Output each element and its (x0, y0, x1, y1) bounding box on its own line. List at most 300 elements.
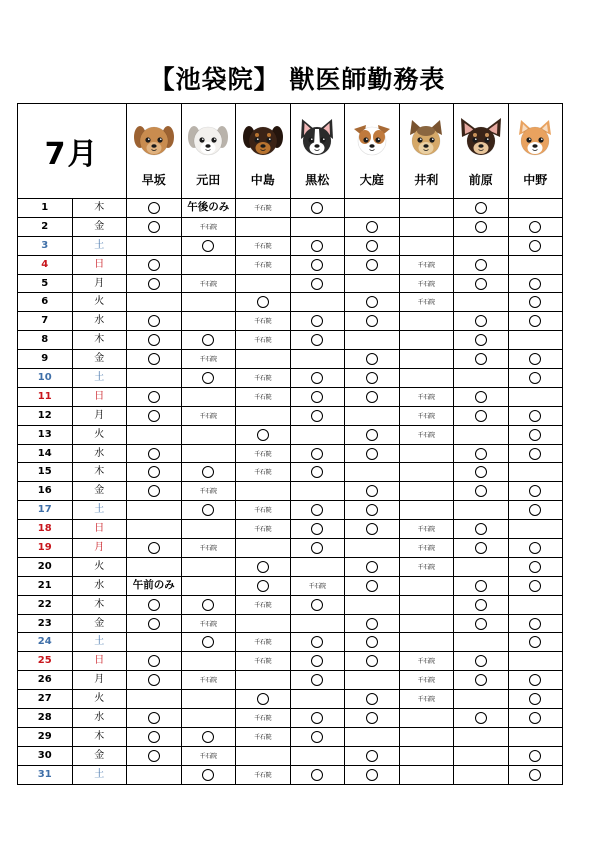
staff-name: 黒松 (305, 173, 330, 187)
shift-cell (508, 444, 563, 463)
shift-cell (127, 557, 182, 576)
branch-assignment: 千石院 (199, 620, 217, 628)
shift-cell (290, 501, 345, 520)
shift-cell (345, 425, 400, 444)
on-duty-mark (311, 523, 323, 535)
jack-russell-icon (350, 117, 394, 161)
on-duty-mark (311, 731, 323, 743)
on-duty-mark (311, 769, 323, 781)
day-number: 15 (18, 463, 73, 482)
shift-cell (290, 539, 345, 558)
shift-cell (399, 539, 454, 558)
branch-assignment: 千石院 (254, 204, 272, 212)
shift-cell (290, 406, 345, 425)
schedule-row (18, 576, 563, 595)
shift-cell (290, 312, 345, 331)
on-duty-mark (366, 429, 378, 441)
shift-cell (236, 199, 291, 218)
schedule-row (18, 463, 563, 482)
shift-cell (127, 236, 182, 255)
branch-assignment: 千石院 (417, 563, 435, 571)
on-duty-mark (148, 278, 160, 290)
on-duty-mark (202, 769, 214, 781)
shift-cell (181, 633, 236, 652)
on-duty-mark (202, 334, 214, 346)
shift-cell (181, 557, 236, 576)
branch-assignment: 千石院 (254, 450, 272, 458)
page-title: 【池袋院】 獣医師勤務表 (149, 65, 446, 94)
schedule-row (18, 387, 563, 406)
shift-cell (454, 199, 509, 218)
shift-cell (236, 293, 291, 312)
day-number: 13 (18, 425, 73, 444)
on-duty-mark (257, 429, 269, 441)
branch-assignment: 千石院 (254, 507, 272, 515)
shift-cell (127, 614, 182, 633)
shift-cell (345, 557, 400, 576)
month-label: 7月 (18, 104, 127, 199)
on-duty-mark (311, 410, 323, 422)
on-duty-mark (529, 372, 541, 384)
on-duty-mark (202, 466, 214, 478)
shift-cell (454, 746, 509, 765)
shift-cell (508, 671, 563, 690)
on-duty-mark (529, 504, 541, 516)
day-number: 28 (18, 709, 73, 728)
shiba-icon (513, 117, 557, 161)
branch-assignment: 千石院 (417, 696, 435, 704)
shift-cell (127, 255, 182, 274)
staff-name: 中野 (523, 173, 548, 187)
schedule-row (18, 350, 563, 369)
branch-assignment: 千石院 (199, 752, 217, 760)
shift-cell (399, 199, 454, 218)
weekday: 火 (72, 293, 127, 312)
shih-tzu-icon (186, 117, 230, 161)
schedule-row (18, 765, 563, 784)
shift-cell (236, 274, 291, 293)
shift-cell (345, 746, 400, 765)
shift-cell (345, 614, 400, 633)
day-number: 19 (18, 539, 73, 558)
shift-cell (290, 690, 345, 709)
day-number: 18 (18, 520, 73, 539)
day-number: 31 (18, 765, 73, 784)
branch-assignment: 千石院 (254, 601, 272, 609)
shift-cell (454, 331, 509, 350)
branch-assignment: 千石院 (254, 469, 272, 477)
branch-assignment: 千石院 (308, 582, 326, 590)
on-duty-mark (475, 618, 487, 630)
on-duty-mark (202, 240, 214, 252)
shift-cell (181, 406, 236, 425)
shift-cell (345, 539, 400, 558)
weekday: 月 (72, 539, 127, 558)
shift-cell (508, 255, 563, 274)
branch-assignment: 千石院 (199, 677, 217, 685)
shift-cell (454, 765, 509, 784)
shift-cell (454, 236, 509, 255)
shift-cell (454, 557, 509, 576)
weekday: 金 (72, 217, 127, 236)
on-duty-mark (148, 599, 160, 611)
shift-cell (508, 709, 563, 728)
schedule-row (18, 425, 563, 444)
on-duty-mark (475, 599, 487, 611)
branch-assignment: 千石院 (417, 393, 435, 401)
shift-cell (454, 293, 509, 312)
on-duty-mark (311, 674, 323, 686)
shift-cell (508, 501, 563, 520)
branch-assignment: 千石院 (199, 280, 217, 288)
shift-cell (454, 387, 509, 406)
shift-cell (399, 652, 454, 671)
day-number: 12 (18, 406, 73, 425)
shift-cell (345, 690, 400, 709)
shift-cell (454, 369, 509, 388)
on-duty-mark (366, 391, 378, 403)
weekday: 日 (72, 652, 127, 671)
shift-cell (181, 671, 236, 690)
shift-cell (181, 520, 236, 539)
shift-cell (345, 727, 400, 746)
shift-cell (127, 331, 182, 350)
shift-cell (508, 274, 563, 293)
day-number: 8 (18, 331, 73, 350)
branch-assignment: 千石院 (417, 544, 435, 552)
shift-cell (127, 671, 182, 690)
dachshund-icon (132, 117, 176, 161)
shift-cell (454, 709, 509, 728)
on-duty-mark (475, 523, 487, 535)
shift-cell (181, 255, 236, 274)
shift-cell (399, 406, 454, 425)
shift-cell (127, 709, 182, 728)
weekday: 木 (72, 199, 127, 218)
on-duty-mark (257, 561, 269, 573)
staff-name: 井利 (414, 173, 439, 187)
shift-cell (399, 576, 454, 595)
shift-cell (181, 425, 236, 444)
shift-cell (236, 727, 291, 746)
branch-assignment: 千石院 (417, 299, 435, 307)
branch-assignment: 千石院 (417, 412, 435, 420)
on-duty-mark (366, 315, 378, 327)
shift-cell (399, 614, 454, 633)
shift-cell (508, 331, 563, 350)
shift-cell (181, 595, 236, 614)
shift-cell (290, 387, 345, 406)
shift-cell (508, 690, 563, 709)
shift-cell (127, 539, 182, 558)
shift-cell (454, 690, 509, 709)
staff-header-2 (181, 104, 236, 199)
shift-cell (399, 482, 454, 501)
schedule-row (18, 369, 563, 388)
shift-cell (236, 387, 291, 406)
shift-cell (127, 520, 182, 539)
shift-cell (181, 652, 236, 671)
on-duty-mark (366, 693, 378, 705)
shift-cell (345, 463, 400, 482)
on-duty-mark (475, 315, 487, 327)
day-number: 17 (18, 501, 73, 520)
shift-cell (236, 539, 291, 558)
on-duty-mark (148, 353, 160, 365)
black-tan-dachshund-icon (241, 117, 285, 161)
shift-cell (236, 501, 291, 520)
on-duty-mark (257, 580, 269, 592)
on-duty-mark (475, 542, 487, 554)
shift-cell (290, 520, 345, 539)
schedule-row (18, 444, 563, 463)
shift-cell (399, 765, 454, 784)
shift-cell (345, 671, 400, 690)
on-duty-mark (475, 334, 487, 346)
day-number: 23 (18, 614, 73, 633)
shift-cell (290, 444, 345, 463)
shift-cell (181, 293, 236, 312)
shift-cell (399, 293, 454, 312)
shift-cell (399, 350, 454, 369)
shift-cell (181, 350, 236, 369)
shift-cell (290, 217, 345, 236)
shift-cell (345, 236, 400, 255)
schedule-row (18, 236, 563, 255)
on-duty-mark (529, 240, 541, 252)
shift-cell (181, 482, 236, 501)
shift-cell (399, 595, 454, 614)
shift-cell (236, 633, 291, 652)
shift-cell (236, 312, 291, 331)
on-duty-mark (366, 372, 378, 384)
schedule-row (18, 652, 563, 671)
weekday: 土 (72, 369, 127, 388)
shift-cell (399, 217, 454, 236)
weekday: 日 (72, 520, 127, 539)
shift-cell (454, 444, 509, 463)
shift-cell (508, 539, 563, 558)
on-duty-mark (475, 448, 487, 460)
on-duty-mark (366, 712, 378, 724)
french-bulldog-icon (295, 117, 339, 161)
shift-cell (290, 199, 345, 218)
on-duty-mark (475, 259, 487, 271)
weekday: 月 (72, 274, 127, 293)
shift-cell (508, 236, 563, 255)
shift-cell (236, 595, 291, 614)
shift-cell (181, 331, 236, 350)
on-duty-mark (366, 221, 378, 233)
shift-cell (236, 690, 291, 709)
shift-cell (181, 236, 236, 255)
staff-name: 元田 (196, 173, 221, 187)
shift-cell (345, 765, 400, 784)
weekday: 金 (72, 614, 127, 633)
day-number: 16 (18, 482, 73, 501)
schedule-row (18, 501, 563, 520)
day-number: 10 (18, 369, 73, 388)
shift-cell (290, 727, 345, 746)
on-duty-mark (475, 466, 487, 478)
day-number: 20 (18, 557, 73, 576)
shift-cell (290, 576, 345, 595)
shift-cell (345, 293, 400, 312)
shift-cell (127, 444, 182, 463)
on-duty-mark (148, 731, 160, 743)
staff-name: 大庭 (359, 173, 384, 187)
branch-assignment: 千石院 (417, 261, 435, 269)
on-duty-mark (529, 542, 541, 554)
shift-cell (236, 406, 291, 425)
shift-cell (345, 709, 400, 728)
on-duty-mark (311, 466, 323, 478)
shift-cell (454, 520, 509, 539)
shift-cell (508, 520, 563, 539)
branch-assignment: 千石院 (254, 733, 272, 741)
on-duty-mark (202, 372, 214, 384)
day-number: 25 (18, 652, 73, 671)
on-duty-mark (529, 618, 541, 630)
shift-cell (127, 652, 182, 671)
weekday: 土 (72, 236, 127, 255)
branch-assignment: 千石院 (417, 280, 435, 288)
shift-cell (345, 274, 400, 293)
shift-cell (127, 482, 182, 501)
shift-cell (236, 236, 291, 255)
schedule-row (18, 595, 563, 614)
on-duty-mark (475, 485, 487, 497)
branch-assignment: 千石院 (254, 771, 272, 779)
shift-cell (236, 746, 291, 765)
on-duty-mark (529, 448, 541, 460)
shift-cell (508, 482, 563, 501)
on-duty-mark (366, 750, 378, 762)
weekday: 火 (72, 557, 127, 576)
on-duty-mark (529, 561, 541, 573)
on-duty-mark (475, 580, 487, 592)
on-duty-mark (529, 429, 541, 441)
shift-cell (454, 576, 509, 595)
branch-assignment: 千石院 (199, 412, 217, 420)
shift-cell (399, 369, 454, 388)
chihuahua-icon (459, 117, 503, 161)
shift-cell (508, 576, 563, 595)
weekday: 水 (72, 444, 127, 463)
weekday: 月 (72, 406, 127, 425)
shift-cell (345, 520, 400, 539)
on-duty-mark (366, 769, 378, 781)
shift-cell (236, 765, 291, 784)
on-duty-mark (366, 240, 378, 252)
day-number: 24 (18, 633, 73, 652)
shift-cell (127, 369, 182, 388)
shift-cell (345, 217, 400, 236)
shift-cell (290, 255, 345, 274)
on-duty-mark (529, 485, 541, 497)
shift-cell (454, 614, 509, 633)
shift-cell (399, 425, 454, 444)
on-duty-mark (475, 202, 487, 214)
on-duty-mark (529, 636, 541, 648)
shift-cell (508, 425, 563, 444)
shift-cell (181, 576, 236, 595)
shift-cell (290, 633, 345, 652)
shift-cell (508, 765, 563, 784)
schedule-row (18, 539, 563, 558)
on-duty-mark (475, 655, 487, 667)
on-duty-mark (148, 334, 160, 346)
shift-cell (454, 633, 509, 652)
shift-cell (345, 331, 400, 350)
shift-cell (345, 576, 400, 595)
shift-cell (454, 425, 509, 444)
on-duty-mark (311, 202, 323, 214)
shift-cell (454, 312, 509, 331)
on-duty-mark (366, 655, 378, 667)
day-number: 9 (18, 350, 73, 369)
shift-cell (181, 217, 236, 236)
schedule-row (18, 614, 563, 633)
on-duty-mark (529, 580, 541, 592)
yorkshire-terrier-icon (404, 117, 448, 161)
shift-cell (454, 539, 509, 558)
schedule-row (18, 406, 563, 425)
shift-cell (127, 746, 182, 765)
shift-cell (236, 255, 291, 274)
shift-cell (345, 501, 400, 520)
shift-cell (236, 217, 291, 236)
weekday: 金 (72, 482, 127, 501)
on-duty-mark (202, 504, 214, 516)
on-duty-mark (148, 750, 160, 762)
on-duty-mark (311, 712, 323, 724)
on-duty-mark (148, 542, 160, 554)
shift-cell (290, 557, 345, 576)
on-duty-mark (366, 504, 378, 516)
on-duty-mark (311, 504, 323, 516)
shift-cell (181, 387, 236, 406)
on-duty-mark (366, 523, 378, 535)
on-duty-mark (148, 202, 160, 214)
shift-cell (508, 463, 563, 482)
day-number: 26 (18, 671, 73, 690)
shift-cell (399, 274, 454, 293)
day-number: 5 (18, 274, 73, 293)
shift-cell (454, 727, 509, 746)
shift-cell (236, 350, 291, 369)
shift-cell (290, 293, 345, 312)
shift-cell (290, 463, 345, 482)
on-duty-mark (257, 296, 269, 308)
on-duty-mark (202, 599, 214, 611)
shift-cell (454, 350, 509, 369)
shift-cell (454, 652, 509, 671)
shift-cell (236, 557, 291, 576)
shift-cell (181, 614, 236, 633)
shift-cell (236, 369, 291, 388)
shift-cell (290, 236, 345, 255)
schedule-row (18, 633, 563, 652)
on-duty-mark (148, 618, 160, 630)
shift-cell (236, 671, 291, 690)
shift-cell (127, 576, 182, 595)
schedule-row (18, 727, 563, 746)
on-duty-mark (366, 636, 378, 648)
shift-cell (454, 217, 509, 236)
shift-cell (345, 350, 400, 369)
shift-cell (127, 633, 182, 652)
